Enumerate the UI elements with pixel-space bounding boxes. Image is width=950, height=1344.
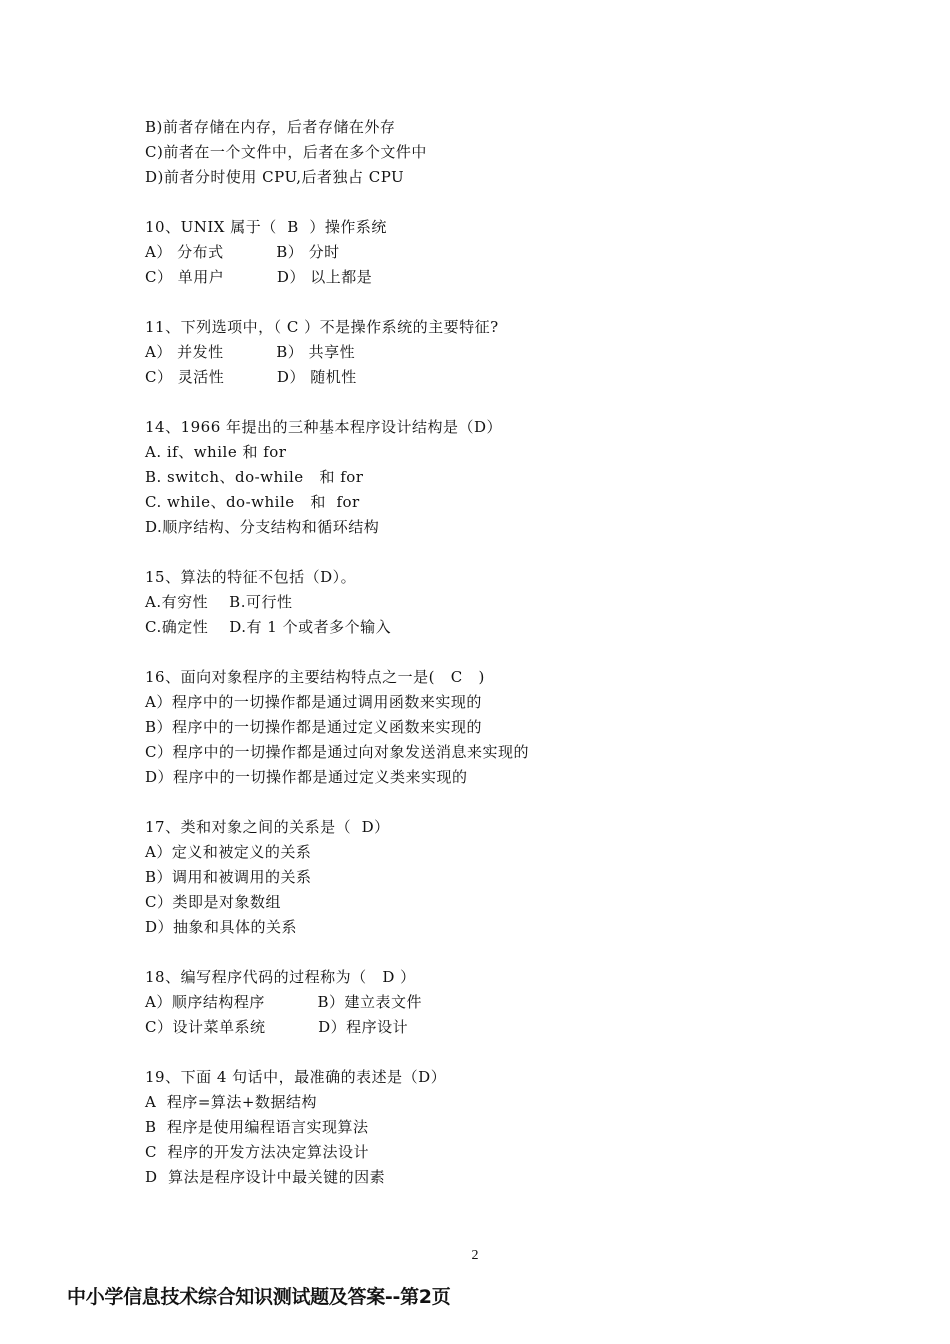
blank-line (145, 1040, 845, 1065)
text-line: B）程序中的一切操作都是通过定义函数来实现的 (145, 718, 483, 736)
blank-line (145, 940, 845, 965)
text-line: D）抽象和具体的关系 (145, 918, 298, 936)
text-line: C）设计菜单系统 D）程序设计 (145, 1018, 409, 1036)
text-line: C） 灵活性 D） 随机性 (145, 368, 357, 386)
text-line: D)前者分时使用 CPU,后者独占 CPU (145, 168, 405, 186)
blank-line (145, 640, 845, 665)
text-line: 14、1966 年提出的三种基本程序设计结构是（D） (145, 418, 503, 436)
blank-line (145, 540, 845, 565)
text-line: C.确定性 D.有 1 个或者多个输入 (145, 618, 392, 636)
text-line: D）程序中的一切操作都是通过定义类来实现的 (145, 768, 468, 786)
text-line: B)前者存储在内存，后者存储在外存 (145, 118, 396, 136)
text-line: B）调用和被调用的关系 (145, 868, 312, 886)
page-number: 2 (471, 1248, 479, 1263)
text-line: A）程序中的一切操作都是通过调用函数来实现的 (145, 693, 482, 711)
text-line: D.顺序结构、分支结构和循环结构 (145, 518, 380, 536)
text-line: A）定义和被定义的关系 (145, 843, 312, 861)
text-line: 15、算法的特征不包括（D）。 (145, 568, 357, 586)
text-line: C)前者在一个文件中，后者在多个文件中 (145, 143, 427, 161)
blank-line (145, 390, 845, 415)
text-line: B. switch、do-while 和 for (145, 468, 364, 486)
text-line: 16、面向对象程序的主要结构特点之一是( C ) (145, 668, 485, 686)
blank-line (145, 190, 845, 215)
text-line: A.有穷性 B.可行性 (145, 593, 293, 611)
text-line: 19、下面 4 句话中，最准确的表述是（D） (145, 1068, 447, 1086)
text-line: 11、下列选项中，（ C ）不是操作系统的主要特征? (145, 318, 499, 336)
text-line: A） 分布式 B） 分时 (145, 243, 340, 261)
question-content (145, 115, 845, 1190)
text-line: A 程序=算法+数据结构 (145, 1093, 318, 1111)
text-line: 10、UNIX 属于（ B ）操作系统 (145, 218, 387, 236)
text-line: 17、类和对象之间的关系是（ D） (145, 818, 390, 836)
text-line: B 程序是使用编程语言实现算法 (145, 1118, 369, 1136)
text-line: C）程序中的一切操作都是通过向对象发送消息来实现的 (145, 743, 529, 761)
text-line: 18、编写程序代码的过程称为（ D ） (145, 968, 416, 986)
footer-title: 中小学信息技术综合知识测试题及答案--第2页 (67, 1286, 451, 1308)
blank-line (145, 290, 845, 315)
text-line: D 算法是程序设计中最关键的因素 (145, 1168, 386, 1186)
text-line: A. if、while 和 for (145, 443, 287, 461)
blank-line (145, 790, 845, 815)
text-line: C 程序的开发方法决定算法设计 (145, 1143, 370, 1161)
text-line: A）顺序结构程序 B）建立表文件 (145, 993, 423, 1011)
text-line: C） 单用户 D） 以上都是 (145, 268, 373, 286)
text-line: A） 并发性 B） 共享性 (145, 343, 356, 361)
text-line: C）类即是对象数组 (145, 893, 281, 911)
text-line: C. while、do-while 和 for (145, 493, 360, 511)
